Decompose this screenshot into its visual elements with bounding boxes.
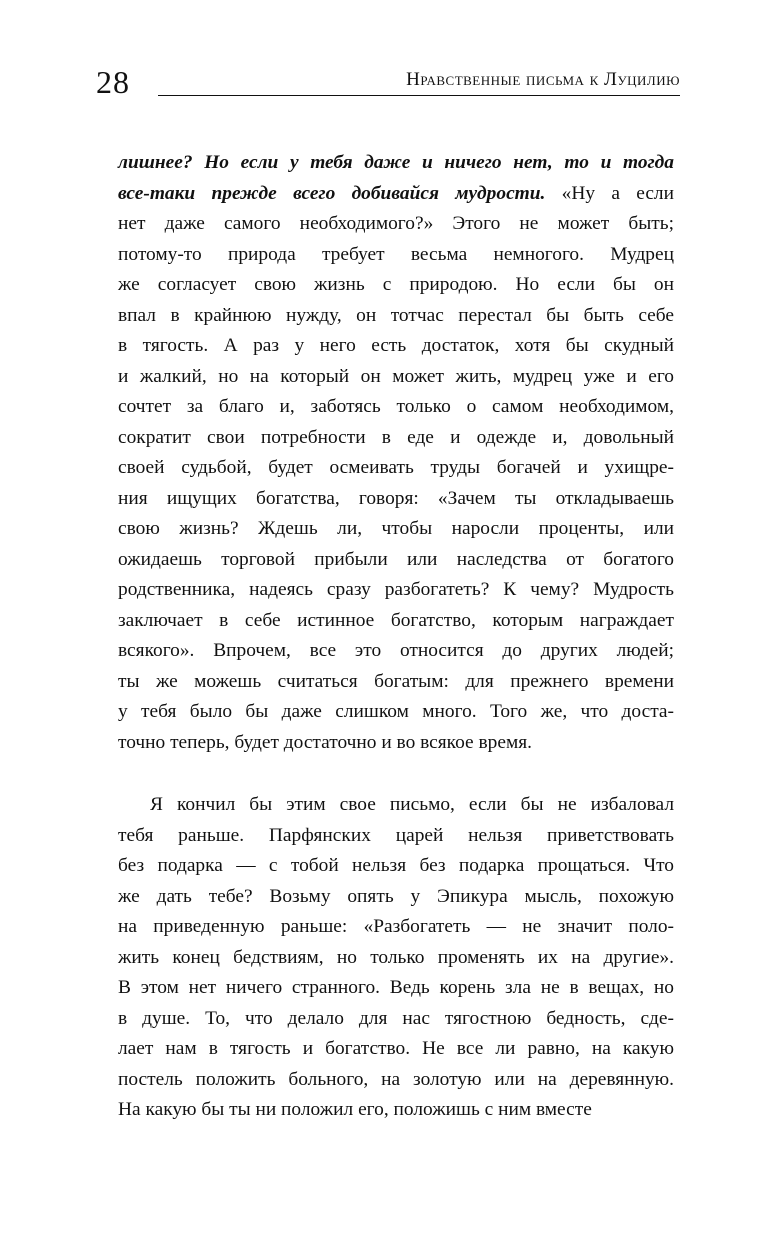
emphasis-text: все-таки прежде всего добивайся мудрости. <box>118 182 546 204</box>
paragraph <box>118 790 674 1126</box>
text-line: в душе. То, что делало для нас тягостною бедность, сде- <box>118 1007 674 1029</box>
text-line: нет даже самого необходимого?» Этого не может быть; <box>118 213 674 234</box>
header-rule <box>158 95 680 96</box>
text-line: в тягость. А раз у него есть достаток, хотя бы скудный <box>118 335 674 356</box>
text-line: у тебя было бы даже слишком много. Того же, что доста- <box>118 701 674 722</box>
text-line: На какую бы ты ни положил его, положишь с ним вместе <box>118 1099 592 1120</box>
text-line: свою жизнь? Ждешь ли, чтобы наросли проценты, или <box>118 518 674 539</box>
text-line: на приведенную раньше: «Разбогатеть — не значит поло- <box>118 916 674 937</box>
text-line <box>118 179 674 210</box>
text-line: и жалкий, но на который он может жить, мудрец уже и его <box>118 365 674 387</box>
paragraph <box>118 148 674 758</box>
text-line: лишнее? Но если у тебя даже и ничего нет, то и тогда <box>118 152 674 173</box>
page-number: 28 <box>96 64 130 100</box>
text-line: впал в крайнюю нужду, он тотчас перестал бы быть себе <box>118 304 674 326</box>
text-line: Я кончил бы этим свое письмо, если бы не избаловал <box>150 794 674 815</box>
text-line: своей судьбой, будет осмеивать труды богачей и ухищре- <box>118 457 674 478</box>
text-line: тебя раньше. Парфянских царей нельзя приветствовать <box>118 824 674 846</box>
text-line: В этом нет ничего странного. Ведь корень зла не в вещах, но <box>118 977 674 998</box>
text-line: же согласует свою жизнь с природою. Но если бы он <box>118 274 674 295</box>
text-line: жить конец бедствиям, но только променять их на другие». <box>118 946 674 968</box>
text-line: всякого». Впрочем, все это относится до других людей; <box>118 640 674 661</box>
text-line: точно теперь, будет достаточно и во всякое время. <box>118 731 532 753</box>
text-line: сократит свои потребности в еде и одежде и, довольный <box>118 426 674 448</box>
text-line: постель положить больного, на золотую или на деревянную. <box>118 1068 674 1090</box>
body-text <box>118 148 674 1126</box>
text-line: лает нам в тягость и богатство. Не все ли равно, на какую <box>118 1038 674 1059</box>
text-line: ожидаешь торговой прибыли или наследства от богатого <box>118 548 674 570</box>
paragraph-spacer <box>118 758 674 790</box>
running-head: Нравственные письма к Луцилию <box>406 69 680 90</box>
text-line: же дать тебе? Возьму опять у Эпикура мысль, похожую <box>118 885 674 907</box>
text-line: ния ищущих богатства, говоря: «Зачем ты откладываешь <box>118 487 674 509</box>
text-line: родственника, надеясь сразу разбогатеть? К чему? Мудрость <box>118 579 674 600</box>
text-line: сочтет за благо и, заботясь только о самом необходимом, <box>118 396 674 417</box>
text-line: без подарка — с тобой нельзя без подарка прощаться. Что <box>118 855 674 876</box>
page-header <box>96 62 680 102</box>
text-fragment: «Ну а если <box>545 182 674 204</box>
text-line: потому-то природа требует весьма немногого. Мудрец <box>118 243 674 265</box>
text-line: ты же можешь считаться богатым: для прежнего времени <box>118 670 674 692</box>
text-line: заключает в себе истинное богатство, которым награждает <box>118 609 674 631</box>
